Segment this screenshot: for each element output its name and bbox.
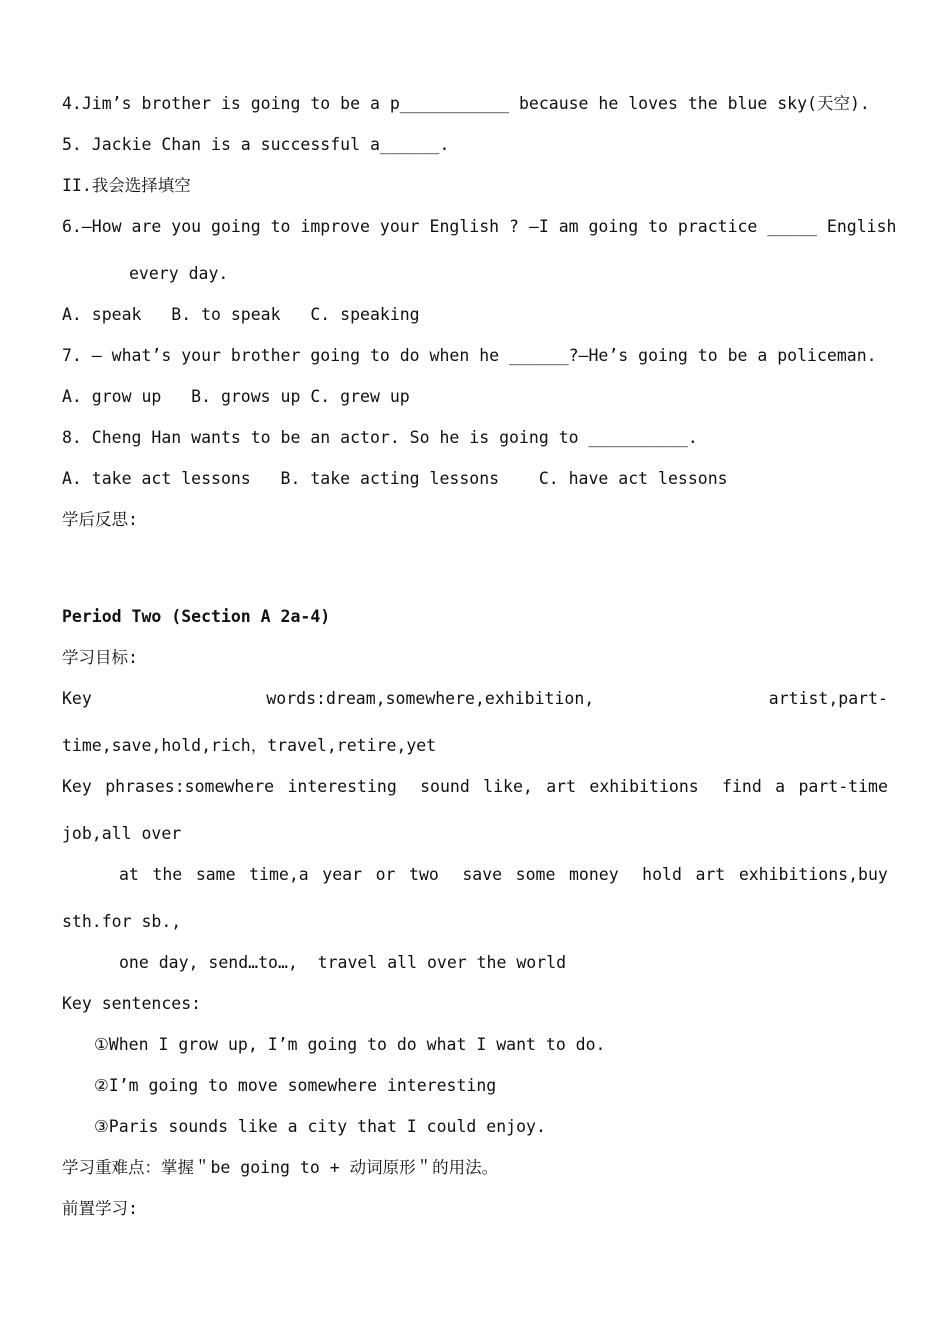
key-phrases-word: Key (62, 777, 92, 796)
phrases-word: exhibitions,buy (738, 865, 888, 884)
key-phrases-word: art (546, 777, 577, 796)
phrases-word: same (195, 865, 236, 884)
objectives-label: 学习目标: (62, 648, 138, 667)
key-sentence-3: ③Paris sounds like a city that I could enjoy. (94, 1117, 546, 1136)
key-phrases-word: phrases:somewhere (105, 777, 275, 796)
question-7: 7. — what’s your brother going to do when he ______?—He’s going to be a policeman. (62, 346, 877, 365)
difficulty-label: 学习重难点：掌握＂be going to + 动词原形＂的用法。 (62, 1158, 499, 1177)
reflection-label: 学后反思: (62, 510, 138, 529)
question-8: 8. Cheng Han wants to be an actor. So he is going to __________. (62, 428, 698, 447)
phrases-word: two (409, 865, 439, 884)
key-words-part: words:dream,somewhere,exhibition, (266, 689, 595, 708)
key-words-part: artist,part- (768, 689, 888, 708)
phrases-word: at (119, 865, 139, 884)
question-5: 5. Jackie Chan is a successful a______. (62, 135, 450, 154)
key-phrases-word: a (775, 777, 786, 796)
key-phrases-continued: job,all over (62, 824, 182, 843)
phrases-word: year (322, 865, 363, 884)
question-6-continued: every day. (129, 264, 229, 283)
phrases-line-4: one day, send…to…, travel all over the world (119, 953, 567, 972)
phrases-word: some (515, 865, 556, 884)
phrases-word: or (375, 865, 396, 884)
key-words-continued: time,save,hold,rich，travel,retire,yet (62, 736, 437, 755)
key-words-row (62, 688, 888, 710)
phrases-word: art (695, 865, 726, 884)
key-phrases-row (62, 776, 888, 798)
phrases-word: the (152, 865, 183, 884)
question-4: 4.Jim’s brother is going to be a p___________ because he loves the blue sky(天空). (62, 94, 870, 113)
phrases-word: time,a (249, 865, 309, 884)
key-phrases-word: sound (410, 777, 470, 796)
phrases-word: money (568, 865, 619, 884)
phrases-line-3-continued: sth.for sb., (62, 912, 182, 931)
question-8-options: A. take act lessons B. take acting lessons C. have act lessons (62, 469, 728, 488)
phrases-word: save (452, 865, 503, 884)
key-phrases-word: part-time (798, 777, 888, 796)
key-phrases-word: interesting (287, 777, 397, 796)
question-6: 6.—How are you going to improve your English ? —I am going to practice _____ English (62, 217, 897, 236)
phrases-line-3-row (119, 864, 888, 886)
key-phrases-word: exhibitions (589, 777, 699, 796)
key-sentences-label: Key sentences: (62, 994, 202, 1013)
question-6-options: A. speak B. to speak C. speaking (62, 305, 420, 324)
key-words-part: Key (62, 689, 92, 708)
key-phrases-word: find (712, 777, 762, 796)
phrases-word: hold (632, 865, 682, 884)
key-phrases-word: like, (483, 777, 533, 796)
preview-label: 前置学习: (62, 1199, 138, 1218)
key-sentence-2: ②I’m going to move somewhere interesting (94, 1076, 497, 1095)
period-title: Period Two (Section A 2a-4) (62, 607, 331, 626)
section-heading-choice: II.我会选择填空 (62, 176, 191, 195)
key-sentence-1: ①When I grow up, I’m going to do what I want to do. (94, 1035, 606, 1054)
question-7-options: A. grow up B. grows up C. grew up (62, 387, 410, 406)
